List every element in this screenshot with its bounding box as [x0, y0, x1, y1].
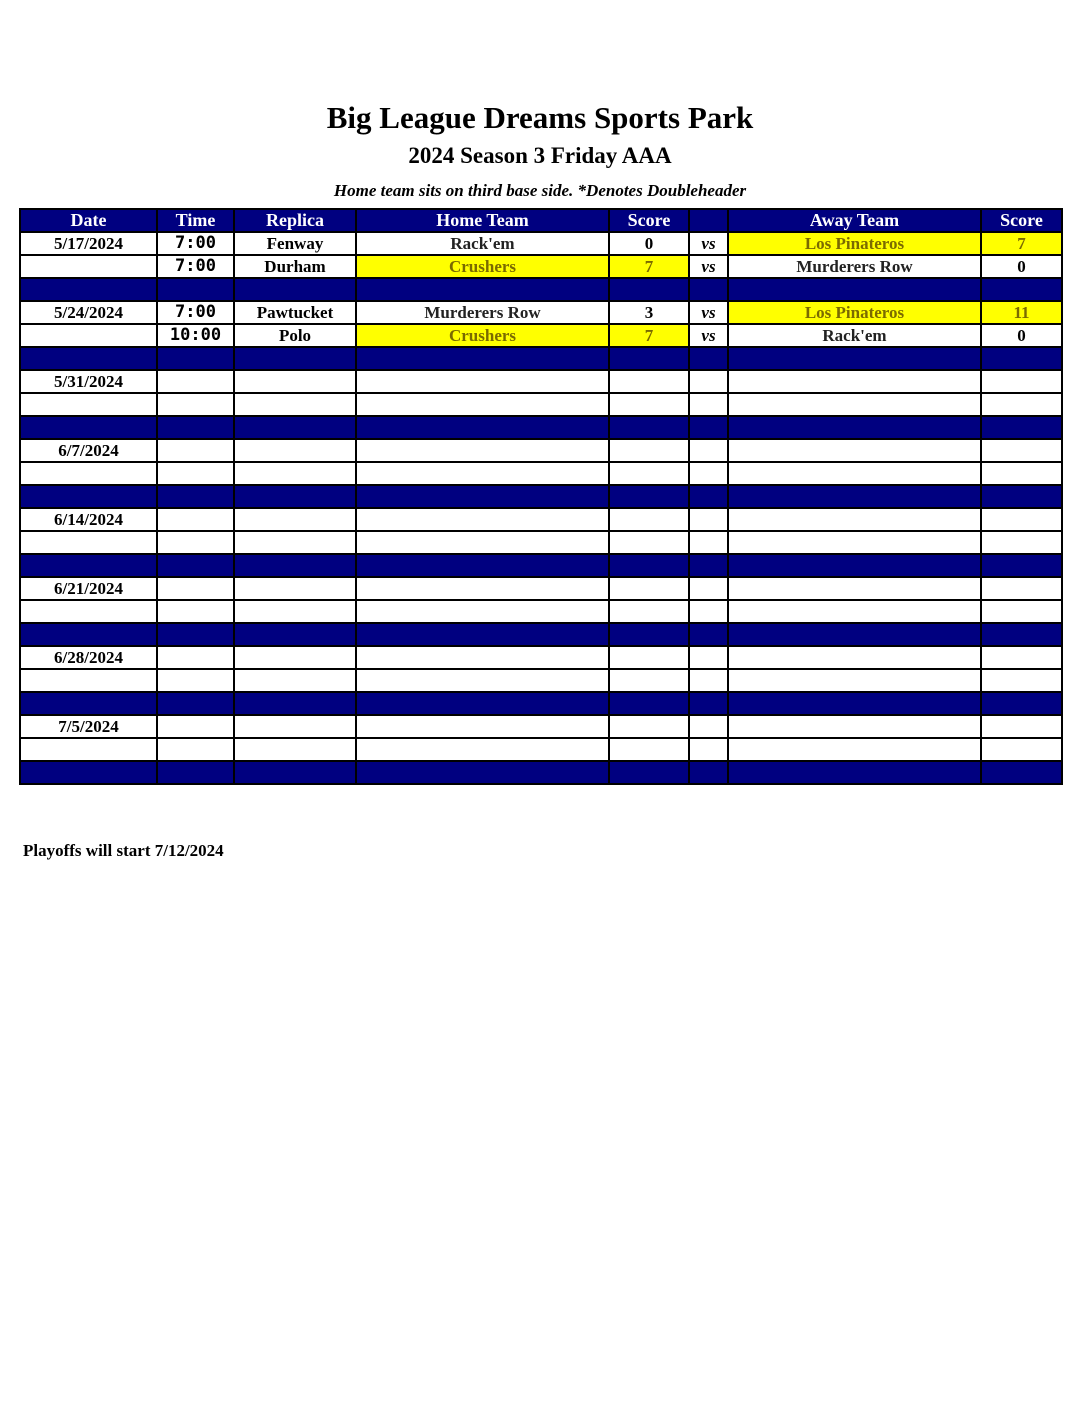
vs-cell: vs — [689, 301, 728, 324]
away-score-cell: 0 — [981, 324, 1062, 347]
away-team-cell — [728, 577, 981, 600]
separator-row — [20, 278, 1062, 301]
home-score-cell — [609, 646, 689, 669]
separator-cell — [609, 623, 689, 646]
separator-cell — [689, 278, 728, 301]
home-team-cell — [356, 393, 609, 416]
separator-row — [20, 761, 1062, 784]
separator-cell — [728, 278, 981, 301]
home-team-cell: Rack'em — [356, 232, 609, 255]
home-team-cell — [356, 669, 609, 692]
separator-cell — [609, 485, 689, 508]
replica-cell — [234, 738, 356, 761]
away-score-cell — [981, 669, 1062, 692]
separator-cell — [234, 554, 356, 577]
away-score-cell — [981, 715, 1062, 738]
away-team-cell: Los Pinateros — [728, 232, 981, 255]
vs-cell — [689, 577, 728, 600]
time-cell — [157, 600, 234, 623]
away-team-cell — [728, 738, 981, 761]
separator-cell — [728, 347, 981, 370]
vs-cell — [689, 508, 728, 531]
home-team-cell: Crushers — [356, 324, 609, 347]
separator-cell — [20, 278, 157, 301]
game-row — [20, 232, 1062, 255]
time-cell — [157, 646, 234, 669]
separator-cell — [356, 416, 609, 439]
separator-row — [20, 347, 1062, 370]
date-cell — [20, 738, 157, 761]
away-team-cell — [728, 462, 981, 485]
vs-cell: vs — [689, 232, 728, 255]
date-cell — [20, 669, 157, 692]
separator-cell — [981, 485, 1062, 508]
home-score-cell: 7 — [609, 255, 689, 278]
game-row — [20, 646, 1062, 669]
replica-cell: Pawtucket — [234, 301, 356, 324]
doubleheader-note: Home team sits on third base side. *Denotes Doubleheader — [333, 181, 747, 200]
away-score-cell — [981, 646, 1062, 669]
replica-cell — [234, 577, 356, 600]
separator-cell — [981, 278, 1062, 301]
separator-cell — [689, 623, 728, 646]
separator-cell — [20, 554, 157, 577]
time-cell — [157, 738, 234, 761]
separator-cell — [157, 761, 234, 784]
away-score-cell — [981, 577, 1062, 600]
date-cell — [20, 324, 157, 347]
time-cell — [157, 669, 234, 692]
separator-row — [20, 554, 1062, 577]
time-cell — [157, 370, 234, 393]
vs-cell — [689, 531, 728, 554]
col-home-team: Home Team — [356, 209, 609, 232]
schedule-table — [19, 208, 1063, 785]
home-team-cell — [356, 577, 609, 600]
date-cell: 6/7/2024 — [20, 439, 157, 462]
separator-cell — [609, 416, 689, 439]
home-score-cell: 3 — [609, 301, 689, 324]
vs-cell — [689, 462, 728, 485]
separator-cell — [157, 485, 234, 508]
date-cell: 6/21/2024 — [20, 577, 157, 600]
home-score-cell — [609, 439, 689, 462]
separator-cell — [356, 278, 609, 301]
game-row — [20, 439, 1062, 462]
away-team-cell — [728, 669, 981, 692]
separator-cell — [356, 554, 609, 577]
home-team-cell: Murderers Row — [356, 301, 609, 324]
separator-cell — [157, 692, 234, 715]
separator-row — [20, 416, 1062, 439]
vs-cell — [689, 393, 728, 416]
date-cell: 7/5/2024 — [20, 715, 157, 738]
away-score-cell — [981, 508, 1062, 531]
vs-cell — [689, 738, 728, 761]
replica-cell: Fenway — [234, 232, 356, 255]
replica-cell — [234, 646, 356, 669]
date-cell: 6/14/2024 — [20, 508, 157, 531]
replica-cell — [234, 508, 356, 531]
separator-cell — [981, 761, 1062, 784]
game-row — [20, 462, 1062, 485]
separator-cell — [981, 347, 1062, 370]
date-cell — [20, 255, 157, 278]
home-team-cell — [356, 738, 609, 761]
replica-cell — [234, 370, 356, 393]
replica-cell — [234, 462, 356, 485]
replica-cell — [234, 393, 356, 416]
away-score-cell — [981, 439, 1062, 462]
home-team-cell — [356, 646, 609, 669]
home-score-cell: 0 — [609, 232, 689, 255]
date-cell: 5/31/2024 — [20, 370, 157, 393]
page-title: Big League Dreams Sports Park — [326, 100, 754, 135]
separator-cell — [356, 485, 609, 508]
game-row — [20, 255, 1062, 278]
date-cell — [20, 531, 157, 554]
home-team-cell — [356, 715, 609, 738]
separator-cell — [234, 485, 356, 508]
separator-cell — [609, 554, 689, 577]
home-team-cell — [356, 531, 609, 554]
replica-cell — [234, 531, 356, 554]
separator-cell — [609, 347, 689, 370]
away-score-cell — [981, 738, 1062, 761]
game-row — [20, 669, 1062, 692]
separator-cell — [157, 554, 234, 577]
separator-cell — [356, 692, 609, 715]
time-cell — [157, 462, 234, 485]
game-row — [20, 393, 1062, 416]
vs-cell — [689, 646, 728, 669]
separator-cell — [20, 761, 157, 784]
game-row — [20, 324, 1062, 347]
game-row — [20, 577, 1062, 600]
time-cell: 10:00 — [157, 324, 234, 347]
away-team-cell: Rack'em — [728, 324, 981, 347]
vs-cell — [689, 715, 728, 738]
vs-cell: vs — [689, 324, 728, 347]
time-cell — [157, 508, 234, 531]
game-row — [20, 370, 1062, 393]
home-score-cell — [609, 508, 689, 531]
away-score-cell — [981, 393, 1062, 416]
vs-cell — [689, 600, 728, 623]
separator-cell — [157, 347, 234, 370]
home-team-cell: Crushers — [356, 255, 609, 278]
separator-cell — [728, 692, 981, 715]
separator-cell — [20, 485, 157, 508]
separator-cell — [234, 278, 356, 301]
separator-cell — [234, 692, 356, 715]
separator-cell — [20, 623, 157, 646]
playoffs-note: Playoffs will start 7/12/2024 — [23, 841, 224, 860]
separator-cell — [234, 623, 356, 646]
separator-cell — [157, 623, 234, 646]
separator-cell — [981, 623, 1062, 646]
separator-cell — [356, 347, 609, 370]
away-team-cell — [728, 600, 981, 623]
separator-cell — [689, 485, 728, 508]
home-team-cell — [356, 508, 609, 531]
vs-cell — [689, 370, 728, 393]
separator-cell — [728, 485, 981, 508]
home-team-cell — [356, 439, 609, 462]
home-team-cell — [356, 370, 609, 393]
separator-cell — [356, 623, 609, 646]
away-team-cell — [728, 531, 981, 554]
separator-cell — [20, 692, 157, 715]
replica-cell — [234, 600, 356, 623]
vs-cell — [689, 439, 728, 462]
game-row — [20, 738, 1062, 761]
vs-cell: vs — [689, 255, 728, 278]
separator-cell — [689, 692, 728, 715]
time-cell — [157, 393, 234, 416]
home-team-cell — [356, 462, 609, 485]
separator-cell — [728, 416, 981, 439]
separator-cell — [689, 416, 728, 439]
replica-cell — [234, 439, 356, 462]
away-team-cell: Murderers Row — [728, 255, 981, 278]
game-row — [20, 531, 1062, 554]
date-cell: 6/28/2024 — [20, 646, 157, 669]
separator-cell — [689, 554, 728, 577]
home-score-cell — [609, 370, 689, 393]
away-team-cell — [728, 715, 981, 738]
vs-cell — [689, 669, 728, 692]
away-team-cell — [728, 439, 981, 462]
game-row — [20, 508, 1062, 531]
replica-cell: Durham — [234, 255, 356, 278]
home-score-cell — [609, 738, 689, 761]
separator-cell — [234, 347, 356, 370]
page-subtitle: 2024 Season 3 Friday AAA — [408, 143, 672, 168]
separator-cell — [609, 692, 689, 715]
away-score-cell: 0 — [981, 255, 1062, 278]
away-score-cell: 7 — [981, 232, 1062, 255]
home-score-cell — [609, 531, 689, 554]
separator-cell — [728, 623, 981, 646]
separator-row — [20, 485, 1062, 508]
away-score-cell — [981, 531, 1062, 554]
col-time: Time — [157, 209, 234, 232]
game-row — [20, 301, 1062, 324]
home-score-cell — [609, 393, 689, 416]
schedule-body — [20, 232, 1062, 784]
home-score-cell — [609, 715, 689, 738]
away-team-cell — [728, 370, 981, 393]
separator-row — [20, 692, 1062, 715]
home-score-cell — [609, 577, 689, 600]
game-row — [20, 715, 1062, 738]
date-cell — [20, 600, 157, 623]
separator-cell — [356, 761, 609, 784]
game-row — [20, 600, 1062, 623]
separator-cell — [981, 554, 1062, 577]
away-team-cell — [728, 393, 981, 416]
col-home-score: Score — [609, 209, 689, 232]
separator-cell — [981, 416, 1062, 439]
separator-cell — [728, 554, 981, 577]
replica-cell — [234, 669, 356, 692]
header-row — [20, 209, 1062, 232]
separator-cell — [20, 347, 157, 370]
time-cell — [157, 439, 234, 462]
home-score-cell — [609, 462, 689, 485]
replica-cell — [234, 715, 356, 738]
col-away-score: Score — [981, 209, 1062, 232]
separator-cell — [234, 416, 356, 439]
separator-cell — [609, 761, 689, 784]
home-score-cell — [609, 600, 689, 623]
home-score-cell: 7 — [609, 324, 689, 347]
away-score-cell — [981, 462, 1062, 485]
separator-cell — [689, 347, 728, 370]
home-score-cell — [609, 669, 689, 692]
col-vs — [689, 209, 728, 232]
date-cell: 5/17/2024 — [20, 232, 157, 255]
away-score-cell — [981, 370, 1062, 393]
separator-cell — [981, 692, 1062, 715]
away-team-cell: Los Pinateros — [728, 301, 981, 324]
away-score-cell — [981, 600, 1062, 623]
col-date: Date — [20, 209, 157, 232]
time-cell: 7:00 — [157, 255, 234, 278]
date-cell — [20, 462, 157, 485]
separator-cell — [157, 278, 234, 301]
time-cell — [157, 715, 234, 738]
away-score-cell: 11 — [981, 301, 1062, 324]
time-cell — [157, 531, 234, 554]
time-cell: 7:00 — [157, 232, 234, 255]
date-cell — [20, 393, 157, 416]
time-cell: 7:00 — [157, 301, 234, 324]
replica-cell: Polo — [234, 324, 356, 347]
separator-cell — [728, 761, 981, 784]
separator-cell — [20, 416, 157, 439]
separator-row — [20, 623, 1062, 646]
away-team-cell — [728, 646, 981, 669]
away-team-cell — [728, 508, 981, 531]
col-away-team: Away Team — [728, 209, 981, 232]
date-cell: 5/24/2024 — [20, 301, 157, 324]
time-cell — [157, 577, 234, 600]
separator-cell — [234, 761, 356, 784]
separator-cell — [157, 416, 234, 439]
home-team-cell — [356, 600, 609, 623]
separator-cell — [689, 761, 728, 784]
separator-cell — [609, 278, 689, 301]
col-replica: Replica — [234, 209, 356, 232]
